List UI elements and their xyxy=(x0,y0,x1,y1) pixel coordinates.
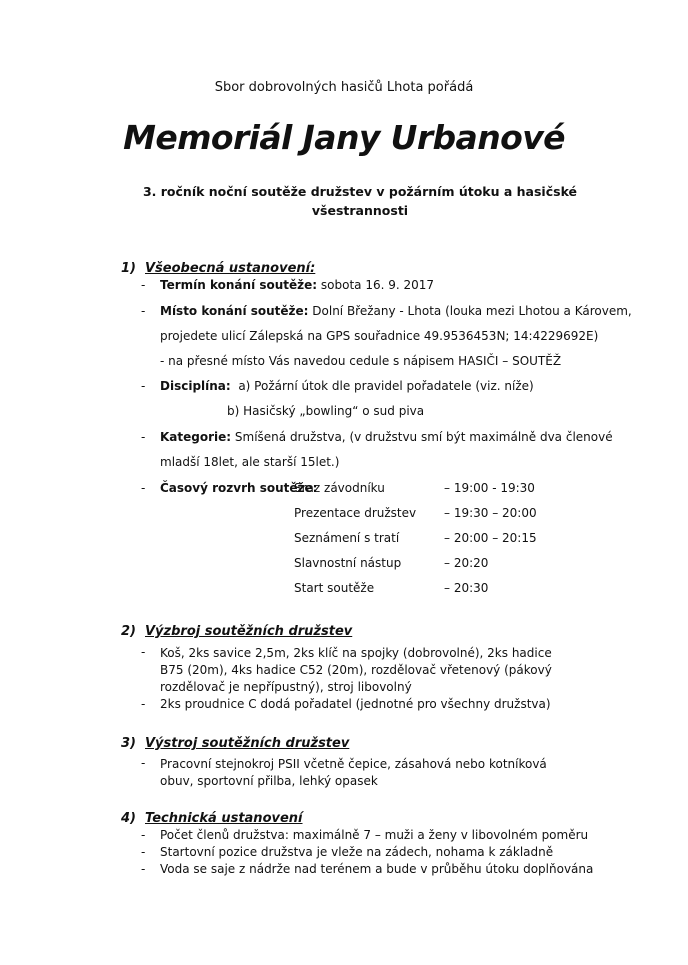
section-title: Výstroj soutěžních družstev xyxy=(145,736,350,751)
schedule-item-time: – 20:20 xyxy=(444,556,489,570)
outfit-item-1: Pracovní stejnokroj PSII včetně čepice, zásahová nebo kotníková obuv, sportovní přilba, lehký opasek xyxy=(160,757,547,788)
section-number: 4) xyxy=(121,811,136,826)
term-label: Termín konání soutěže: xyxy=(160,278,318,292)
section-title: Technická ustanovení xyxy=(145,811,303,826)
section-title: Všeobecná ustanovení: xyxy=(145,261,316,276)
section-number: 1) xyxy=(121,261,136,276)
place-line xyxy=(160,304,632,318)
equipment-item-2: 2ks proudnice C dodá pořadatel (jednotné pro všechny družstva) xyxy=(160,697,551,711)
list-dash: - xyxy=(141,645,146,659)
list-dash: - xyxy=(141,697,146,711)
technical-item: Počet členů družstva: maximálně 7 – muži a ženy v libovolném poměru xyxy=(160,828,589,842)
list-dash: - xyxy=(141,379,146,393)
schedule-item-time: – 19:30 – 20:00 xyxy=(444,506,537,520)
discipline-line xyxy=(160,379,534,393)
list-dash: - xyxy=(141,304,146,318)
schedule-item-time: – 19:00 - 19:30 xyxy=(444,481,535,495)
document-subtitle: 3. ročník noční soutěže družstev v požárním útoku a hasičské všestrannosti xyxy=(142,184,578,218)
organizer-line: Sbor dobrovolných hasičů Lhota pořádá xyxy=(214,80,474,95)
schedule-item-name: Seznámení s tratí xyxy=(294,531,400,545)
section-title: Výzbroj soutěžních družstev xyxy=(145,624,353,639)
section-number: 2) xyxy=(121,624,136,639)
place-line-3: - na přesné místo Vás navedou cedule s nápisem HASIČI – SOUTĚŽ xyxy=(160,354,562,368)
category-label: Kategorie: xyxy=(160,430,232,444)
discipline-b: b) Hasičský „bowling“ o sud piva xyxy=(227,404,425,418)
place-value: Dolní Břežany - Lhota (louka mezi Lhotou a Károvem, xyxy=(308,304,632,318)
list-dash: - xyxy=(141,430,146,444)
list-dash: - xyxy=(141,862,146,876)
schedule-item-time: – 20:00 – 20:15 xyxy=(444,531,537,545)
place-label: Místo konání soutěže: xyxy=(160,304,309,318)
term-value: sobota 16. 9. 2017 xyxy=(317,278,435,292)
section-heading-outfit xyxy=(121,736,349,751)
category-line xyxy=(160,430,613,444)
list-dash: - xyxy=(141,828,146,842)
section-heading-equipment xyxy=(121,624,352,639)
equipment-item-1: Koš, 2ks savice 2,5m, 2ks klíč na spojky (dobrovolné), 2ks hadice B75 (20m), 4ks hadice C52 (20m), rozdělovač vřetenový (pákový rozdělovač je nepřípustný), stroj libovolný xyxy=(160,646,552,694)
place-line-2: projedete ulicí Zálepská na GPS souřadnice 49.9536453N; 14:4229692E) xyxy=(160,329,599,343)
term-line xyxy=(160,278,434,292)
technical-item: Startovní pozice družstva je vleže na zádech, nohama k základně xyxy=(160,845,554,859)
document-title: Memoriál Jany Urbanové xyxy=(123,118,565,157)
schedule-label: Časový rozvrh soutěže: xyxy=(160,481,318,495)
discipline-a: a) Požární útok dle pravidel pořadatele (viz. níže) xyxy=(230,379,534,393)
schedule-item-name: Sraz závodníku xyxy=(294,481,385,495)
section-heading-technical xyxy=(121,811,303,826)
category-value: Smíšená družstva, (v družstvu smí být maximálně dva členové xyxy=(231,430,613,444)
discipline-label: Disciplína: xyxy=(160,379,231,393)
section-heading-general xyxy=(121,261,315,276)
schedule-item-name: Prezentace družstev xyxy=(294,506,417,520)
technical-item: Voda se saje z nádrže nad terénem a bude v průběhu útoku doplňována xyxy=(160,862,594,876)
section-number: 3) xyxy=(121,736,136,751)
schedule-item-time: – 20:30 xyxy=(444,581,489,595)
list-dash: - xyxy=(141,278,146,292)
category-line-2: mladší 18let, ale starší 15let.) xyxy=(160,455,340,469)
schedule-item-name: Start soutěže xyxy=(294,581,375,595)
list-dash: - xyxy=(141,481,146,495)
list-dash: - xyxy=(141,756,146,770)
list-dash: - xyxy=(141,845,146,859)
schedule-item-name: Slavnostní nástup xyxy=(294,556,402,570)
